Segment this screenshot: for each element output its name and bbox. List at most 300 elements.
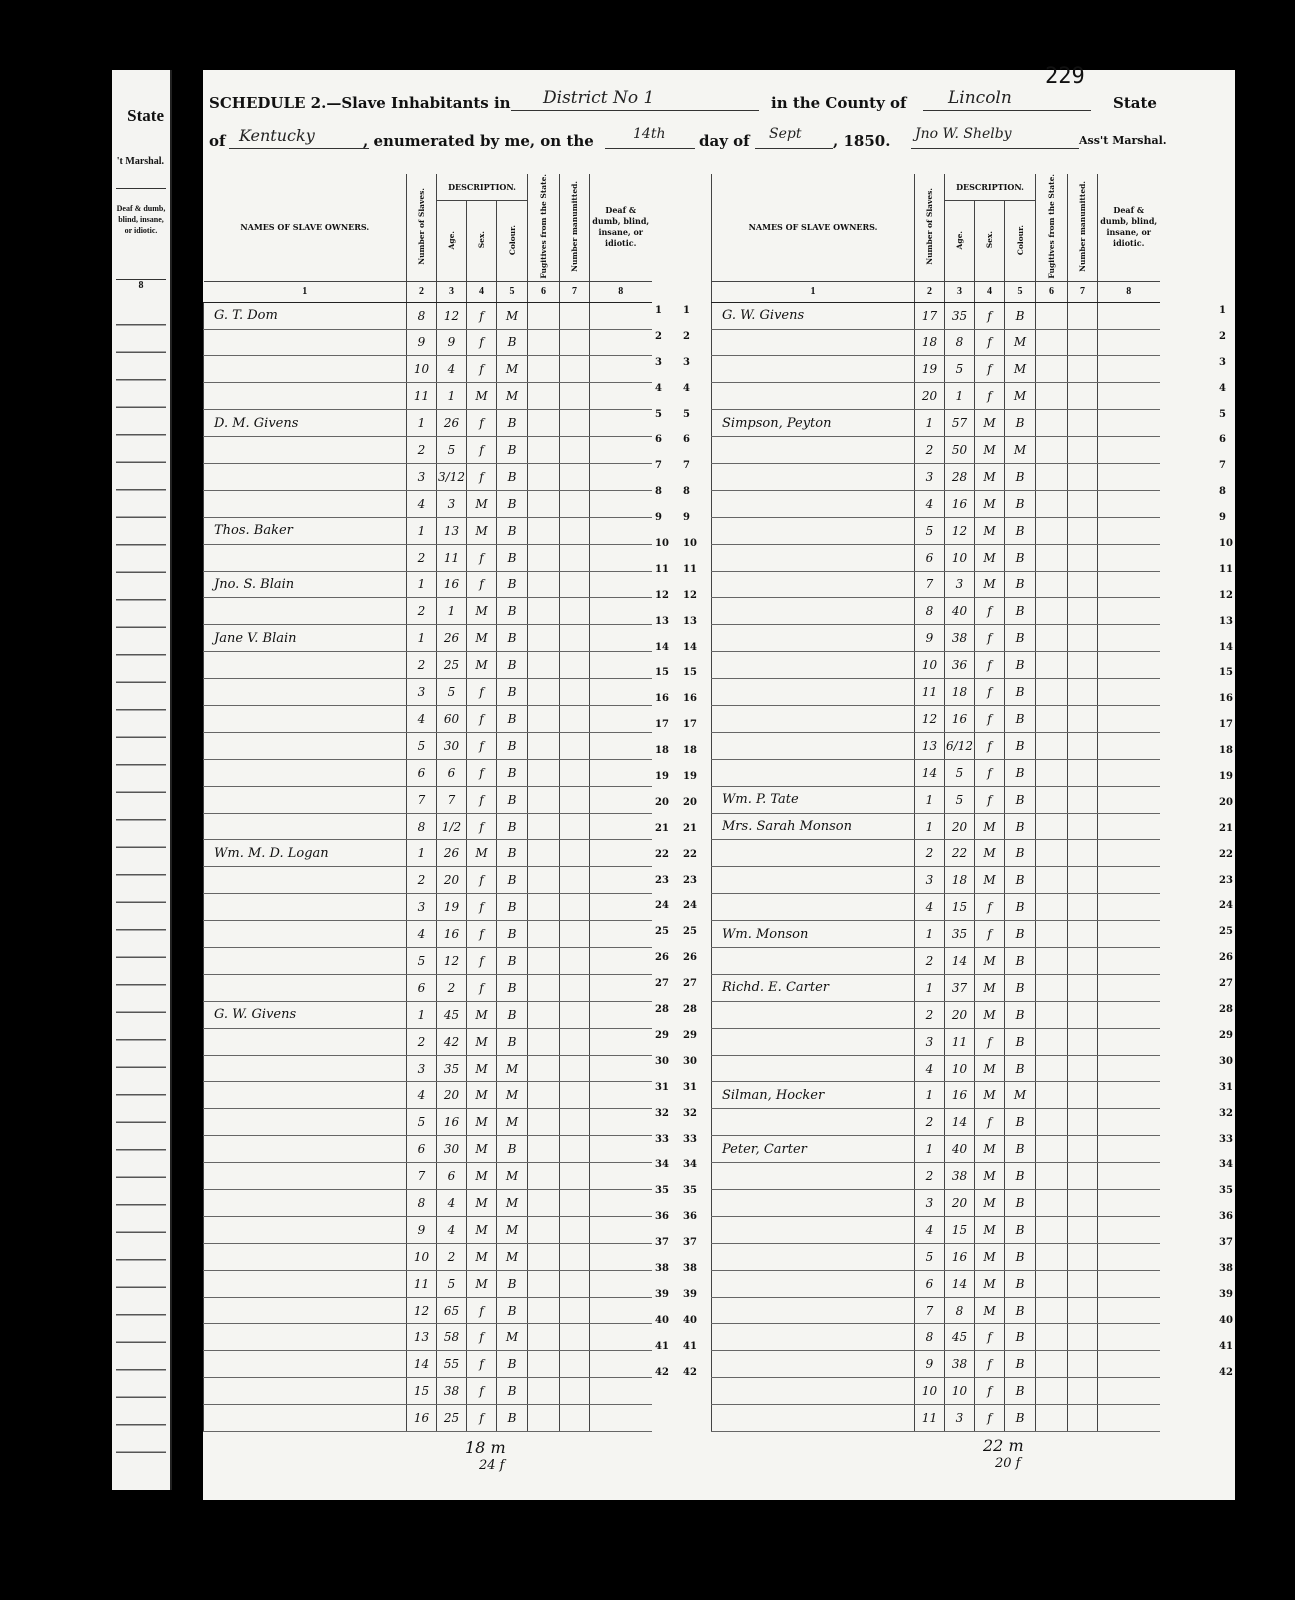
col-sex-header-right: Sex. bbox=[975, 201, 1005, 282]
fugitives-cell bbox=[1036, 383, 1068, 410]
table-row bbox=[712, 894, 1160, 921]
line-number: 42 bbox=[655, 1366, 669, 1378]
colour-cell: B bbox=[497, 490, 528, 517]
colour-cell: B bbox=[497, 625, 528, 652]
sex-cell: M bbox=[975, 571, 1005, 598]
manumitted-cell bbox=[1068, 1163, 1098, 1190]
manumitted-cell bbox=[560, 1082, 590, 1109]
deaf-cell bbox=[1098, 732, 1160, 759]
manumitted-cell bbox=[1068, 544, 1098, 571]
manumitted-cell bbox=[1068, 1351, 1098, 1378]
colour-cell: M bbox=[497, 1163, 528, 1190]
county-label: in the County of bbox=[771, 94, 907, 112]
slave-number-cell: 16 bbox=[407, 1405, 437, 1432]
table-row bbox=[204, 1297, 652, 1324]
age-cell: 25 bbox=[437, 1405, 467, 1432]
fugitives-cell bbox=[528, 1190, 560, 1217]
age-cell: 25 bbox=[437, 652, 467, 679]
manumitted-cell bbox=[560, 894, 590, 921]
table-row bbox=[712, 974, 1160, 1001]
county-value: Lincoln bbox=[948, 88, 1012, 108]
table-row bbox=[712, 410, 1160, 437]
line-number: 26 bbox=[1219, 952, 1233, 964]
deaf-cell bbox=[590, 1136, 652, 1163]
fugitives-cell bbox=[1036, 1028, 1068, 1055]
line-number: 14 bbox=[1219, 641, 1233, 653]
strip-col8-number: 8 bbox=[138, 280, 144, 291]
slave-number-cell: 2 bbox=[407, 544, 437, 571]
owner-cell: Peter, Carter bbox=[712, 1136, 915, 1163]
line-number: 22 bbox=[683, 848, 697, 860]
colour-cell: B bbox=[1005, 894, 1036, 921]
deaf-cell bbox=[590, 544, 652, 571]
table-row bbox=[204, 383, 652, 410]
age-cell: 20 bbox=[945, 1001, 975, 1028]
age-cell: 45 bbox=[437, 1001, 467, 1028]
age-cell: 5 bbox=[437, 1270, 467, 1297]
sex-cell: f bbox=[467, 437, 497, 464]
deaf-cell bbox=[590, 490, 652, 517]
slave-number-cell: 4 bbox=[915, 1216, 945, 1243]
colour-cell: B bbox=[497, 1405, 528, 1432]
age-cell: 8 bbox=[945, 329, 975, 356]
age-cell: 16 bbox=[437, 571, 467, 598]
colour-cell: B bbox=[497, 652, 528, 679]
deaf-cell bbox=[590, 598, 652, 625]
owner-cell bbox=[712, 1297, 915, 1324]
deaf-cell bbox=[590, 867, 652, 894]
fugitives-cell bbox=[1036, 302, 1068, 329]
manumitted-cell bbox=[560, 732, 590, 759]
owner-cell bbox=[712, 571, 915, 598]
fugitives-cell bbox=[1036, 732, 1068, 759]
age-cell: 12 bbox=[945, 517, 975, 544]
fugitives-cell bbox=[528, 706, 560, 733]
slave-number-cell: 1 bbox=[915, 813, 945, 840]
owner-cell bbox=[204, 463, 407, 490]
age-cell: 28 bbox=[945, 463, 975, 490]
age-cell: 16 bbox=[945, 706, 975, 733]
col-deaf-header-right: Deaf & dumb, blind, insane, or idiotic. bbox=[1098, 174, 1160, 281]
fugitives-cell bbox=[1036, 571, 1068, 598]
fugitives-cell bbox=[528, 1216, 560, 1243]
owner-cell bbox=[712, 1055, 915, 1082]
slave-number-cell: 8 bbox=[915, 598, 945, 625]
slave-number-cell: 3 bbox=[407, 463, 437, 490]
slave-number-cell: 2 bbox=[915, 1001, 945, 1028]
age-cell: 8 bbox=[945, 1297, 975, 1324]
sex-cell: M bbox=[975, 948, 1005, 975]
fugitives-cell bbox=[528, 1405, 560, 1432]
table-row bbox=[204, 786, 652, 813]
line-number: 19 bbox=[655, 771, 669, 783]
manumitted-cell bbox=[560, 1270, 590, 1297]
manumitted-cell bbox=[1068, 571, 1098, 598]
manumitted-cell bbox=[1068, 786, 1098, 813]
line-number: 39 bbox=[1219, 1288, 1233, 1300]
deaf-cell bbox=[590, 1324, 652, 1351]
line-number: 31 bbox=[655, 1081, 669, 1093]
sex-cell: M bbox=[975, 410, 1005, 437]
table-row bbox=[712, 840, 1160, 867]
line-number: 33 bbox=[1219, 1133, 1233, 1145]
deaf-cell bbox=[1098, 974, 1160, 1001]
owner-cell bbox=[712, 1351, 915, 1378]
fugitives-cell bbox=[528, 1243, 560, 1270]
deaf-cell bbox=[590, 813, 652, 840]
fugitives-cell bbox=[1036, 652, 1068, 679]
colour-cell: B bbox=[497, 786, 528, 813]
sex-cell: M bbox=[467, 598, 497, 625]
sex-cell: f bbox=[467, 1324, 497, 1351]
line-number: 7 bbox=[655, 460, 662, 472]
deaf-cell bbox=[590, 1378, 652, 1405]
sex-cell: M bbox=[467, 1001, 497, 1028]
age-cell: 42 bbox=[437, 1028, 467, 1055]
table-row bbox=[712, 1297, 1160, 1324]
line-number: 16 bbox=[655, 693, 669, 705]
manumitted-cell bbox=[560, 1163, 590, 1190]
table-row bbox=[712, 1109, 1160, 1136]
slave-number-cell: 11 bbox=[915, 679, 945, 706]
age-cell: 40 bbox=[945, 598, 975, 625]
marshal-line bbox=[911, 148, 1079, 149]
colour-cell: B bbox=[1005, 1405, 1036, 1432]
left-schedule-table bbox=[203, 174, 652, 1432]
manumitted-cell bbox=[560, 463, 590, 490]
sex-cell: f bbox=[467, 867, 497, 894]
line-number: 33 bbox=[655, 1133, 669, 1145]
colour-cell: B bbox=[497, 894, 528, 921]
table-row bbox=[712, 383, 1160, 410]
table-row bbox=[712, 706, 1160, 733]
owner-cell bbox=[204, 1109, 407, 1136]
slave-number-cell: 11 bbox=[915, 1405, 945, 1432]
deaf-cell bbox=[1098, 786, 1160, 813]
age-cell: 4 bbox=[437, 1190, 467, 1217]
col-fugitives-header: Fugitives from the State. bbox=[528, 174, 560, 281]
owner-cell bbox=[712, 732, 915, 759]
deaf-cell bbox=[1098, 1405, 1160, 1432]
manumitted-cell bbox=[1068, 329, 1098, 356]
owner-cell bbox=[204, 598, 407, 625]
fugitives-cell bbox=[528, 383, 560, 410]
line-number: 1 bbox=[1219, 305, 1226, 316]
owner-cell bbox=[712, 437, 915, 464]
table-row bbox=[204, 1405, 652, 1432]
colour-cell: B bbox=[1005, 410, 1036, 437]
deaf-cell bbox=[590, 329, 652, 356]
fugitives-cell bbox=[1036, 1297, 1068, 1324]
sex-cell: M bbox=[467, 625, 497, 652]
table-row bbox=[204, 813, 652, 840]
slave-number-cell: 5 bbox=[915, 517, 945, 544]
owner-cell bbox=[204, 490, 407, 517]
age-cell: 35 bbox=[945, 921, 975, 948]
slave-number-cell: 4 bbox=[407, 921, 437, 948]
sex-cell: M bbox=[467, 1216, 497, 1243]
table-row bbox=[204, 867, 652, 894]
table-row bbox=[712, 813, 1160, 840]
sex-cell: M bbox=[975, 1243, 1005, 1270]
colour-cell: B bbox=[1005, 921, 1036, 948]
table-row bbox=[204, 732, 652, 759]
line-number: 25 bbox=[683, 926, 697, 938]
deaf-cell bbox=[1098, 867, 1160, 894]
slave-number-cell: 5 bbox=[407, 732, 437, 759]
fugitives-cell bbox=[528, 1270, 560, 1297]
table-row bbox=[204, 302, 652, 329]
table-row bbox=[712, 1270, 1160, 1297]
colour-cell: B bbox=[497, 867, 528, 894]
line-number: 5 bbox=[655, 408, 662, 420]
slave-number-cell: 13 bbox=[915, 732, 945, 759]
age-cell: 35 bbox=[945, 302, 975, 329]
col-colour-header-right: Colour. bbox=[1005, 201, 1036, 282]
deaf-cell bbox=[590, 1028, 652, 1055]
col-manumitted-header: Number manumitted. bbox=[560, 174, 590, 281]
table-row bbox=[204, 652, 652, 679]
fugitives-cell bbox=[528, 490, 560, 517]
colour-cell: B bbox=[497, 410, 528, 437]
line-number: 20 bbox=[683, 796, 697, 808]
line-number: 35 bbox=[655, 1185, 669, 1197]
line-number: 15 bbox=[1219, 667, 1233, 679]
colour-cell: B bbox=[1005, 1163, 1036, 1190]
owner-cell bbox=[712, 463, 915, 490]
sex-cell: M bbox=[467, 490, 497, 517]
slave-number-cell: 1 bbox=[407, 625, 437, 652]
table-row bbox=[712, 1243, 1160, 1270]
fugitives-cell bbox=[1036, 1351, 1068, 1378]
deaf-cell bbox=[590, 732, 652, 759]
colour-cell: M bbox=[497, 1324, 528, 1351]
deaf-cell bbox=[590, 356, 652, 383]
colour-cell: B bbox=[1005, 1028, 1036, 1055]
deaf-cell bbox=[590, 437, 652, 464]
table-row bbox=[712, 679, 1160, 706]
colour-cell: M bbox=[497, 383, 528, 410]
slave-number-cell: 1 bbox=[407, 1001, 437, 1028]
manumitted-cell bbox=[1068, 437, 1098, 464]
owner-cell bbox=[204, 652, 407, 679]
owner-cell bbox=[712, 948, 915, 975]
sex-cell: M bbox=[975, 517, 1005, 544]
age-cell: 37 bbox=[945, 974, 975, 1001]
fugitives-cell bbox=[1036, 759, 1068, 786]
age-cell: 26 bbox=[437, 625, 467, 652]
age-cell: 3 bbox=[945, 1405, 975, 1432]
deaf-cell bbox=[590, 1270, 652, 1297]
slave-number-cell: 2 bbox=[915, 437, 945, 464]
deaf-cell bbox=[1098, 652, 1160, 679]
slave-number-cell: 11 bbox=[407, 1270, 437, 1297]
col-names-header: NAMES OF SLAVE OWNERS. bbox=[204, 174, 407, 281]
table-row bbox=[712, 921, 1160, 948]
slave-number-cell: 2 bbox=[407, 437, 437, 464]
sex-cell: M bbox=[975, 1270, 1005, 1297]
fugitives-cell bbox=[528, 437, 560, 464]
line-number: 9 bbox=[655, 512, 662, 524]
line-number: 20 bbox=[1219, 796, 1233, 808]
age-cell: 38 bbox=[945, 1163, 975, 1190]
owner-cell: Thos. Baker bbox=[204, 517, 407, 544]
slave-number-cell: 7 bbox=[407, 1163, 437, 1190]
colour-cell: B bbox=[497, 544, 528, 571]
table-row bbox=[712, 302, 1160, 329]
line-number: 28 bbox=[1219, 1004, 1233, 1016]
sex-cell: f bbox=[467, 356, 497, 383]
manumitted-cell bbox=[560, 679, 590, 706]
table-row bbox=[712, 517, 1160, 544]
owner-cell bbox=[204, 813, 407, 840]
line-number: 42 bbox=[1219, 1366, 1233, 1378]
slave-number-cell: 6 bbox=[407, 1136, 437, 1163]
colour-cell: B bbox=[497, 1001, 528, 1028]
line-number: 28 bbox=[655, 1004, 669, 1016]
age-cell: 14 bbox=[945, 948, 975, 975]
age-cell: 14 bbox=[945, 1270, 975, 1297]
sex-cell: M bbox=[975, 840, 1005, 867]
fugitives-cell bbox=[528, 544, 560, 571]
line-number: 14 bbox=[683, 641, 697, 653]
sex-cell: f bbox=[975, 732, 1005, 759]
slave-number-cell: 7 bbox=[915, 1297, 945, 1324]
strip-marshal-label: 't Marshal. bbox=[116, 156, 164, 167]
table-row bbox=[712, 598, 1160, 625]
line-number: 12 bbox=[655, 589, 669, 601]
age-cell: 12 bbox=[437, 948, 467, 975]
owner-cell bbox=[712, 625, 915, 652]
sex-cell: f bbox=[975, 652, 1005, 679]
slave-number-cell: 12 bbox=[407, 1297, 437, 1324]
manumitted-cell bbox=[1068, 1082, 1098, 1109]
slave-number-cell: 1 bbox=[407, 517, 437, 544]
manumitted-cell bbox=[560, 437, 590, 464]
table-row bbox=[204, 759, 652, 786]
slave-number-cell: 2 bbox=[407, 1028, 437, 1055]
col-names-header-right: NAMES OF SLAVE OWNERS. bbox=[712, 174, 915, 281]
line-number: 16 bbox=[683, 693, 697, 705]
owner-cell: Mrs. Sarah Monson bbox=[712, 813, 915, 840]
age-cell: 6 bbox=[437, 1163, 467, 1190]
slave-number-cell: 8 bbox=[915, 1324, 945, 1351]
age-cell: 38 bbox=[945, 625, 975, 652]
line-number: 39 bbox=[683, 1288, 697, 1300]
table-row bbox=[712, 867, 1160, 894]
owner-cell bbox=[712, 544, 915, 571]
colour-cell: B bbox=[1005, 948, 1036, 975]
age-cell: 20 bbox=[945, 813, 975, 840]
table-row bbox=[204, 463, 652, 490]
manumitted-cell bbox=[560, 786, 590, 813]
manumitted-cell bbox=[560, 840, 590, 867]
slave-number-cell: 1 bbox=[407, 840, 437, 867]
slave-number-cell: 6 bbox=[915, 1270, 945, 1297]
deaf-cell bbox=[590, 1001, 652, 1028]
line-number: 8 bbox=[655, 486, 662, 498]
age-cell: 15 bbox=[945, 894, 975, 921]
age-cell: 10 bbox=[945, 1378, 975, 1405]
manumitted-cell bbox=[560, 1001, 590, 1028]
owner-cell bbox=[204, 1270, 407, 1297]
line-number: 27 bbox=[683, 978, 697, 990]
slave-number-cell: 10 bbox=[915, 1378, 945, 1405]
line-number: 9 bbox=[1219, 512, 1226, 524]
age-cell: 45 bbox=[945, 1324, 975, 1351]
slave-number-cell: 9 bbox=[407, 329, 437, 356]
fugitives-cell bbox=[528, 813, 560, 840]
sex-cell: M bbox=[975, 1190, 1005, 1217]
slave-number-cell: 5 bbox=[407, 1109, 437, 1136]
age-cell: 58 bbox=[437, 1324, 467, 1351]
line-number: 21 bbox=[655, 822, 669, 834]
colour-cell: M bbox=[1005, 329, 1036, 356]
line-number: 11 bbox=[655, 563, 669, 575]
table-row bbox=[204, 1028, 652, 1055]
col-sex-header: Sex. bbox=[467, 201, 497, 282]
sex-cell: M bbox=[975, 1055, 1005, 1082]
table-row bbox=[712, 437, 1160, 464]
line-number: 30 bbox=[683, 1055, 697, 1067]
deaf-cell bbox=[590, 1190, 652, 1217]
age-cell: 16 bbox=[437, 1109, 467, 1136]
census-page bbox=[203, 64, 1235, 1500]
fugitives-cell bbox=[1036, 1270, 1068, 1297]
deaf-cell bbox=[1098, 625, 1160, 652]
deaf-cell bbox=[1098, 490, 1160, 517]
colour-cell: M bbox=[497, 1216, 528, 1243]
slave-number-cell: 8 bbox=[407, 302, 437, 329]
deaf-cell bbox=[590, 625, 652, 652]
manumitted-cell bbox=[1068, 1055, 1098, 1082]
line-number: 18 bbox=[1219, 745, 1233, 757]
manumitted-cell bbox=[1068, 490, 1098, 517]
deaf-cell bbox=[590, 786, 652, 813]
colour-cell: M bbox=[1005, 383, 1036, 410]
manumitted-cell bbox=[1068, 759, 1098, 786]
sex-cell: f bbox=[467, 921, 497, 948]
sex-cell: M bbox=[975, 1082, 1005, 1109]
sex-cell: M bbox=[467, 1136, 497, 1163]
column-numbers-row-right: 1 2 3 4 5 6 7 8 bbox=[712, 281, 1160, 302]
line-number: 17 bbox=[1219, 719, 1233, 731]
owner-cell: Jno. S. Blain bbox=[204, 571, 407, 598]
fugitives-cell bbox=[1036, 1216, 1068, 1243]
deaf-cell bbox=[590, 517, 652, 544]
fugitives-cell bbox=[1036, 1243, 1068, 1270]
age-cell: 2 bbox=[437, 1243, 467, 1270]
manumitted-cell bbox=[560, 517, 590, 544]
owner-cell bbox=[712, 1270, 915, 1297]
fugitives-cell bbox=[1036, 786, 1068, 813]
fugitives-cell bbox=[528, 1055, 560, 1082]
slave-number-cell: 8 bbox=[407, 813, 437, 840]
sex-cell: f bbox=[467, 302, 497, 329]
line-number: 13 bbox=[1219, 615, 1233, 627]
fugitives-cell bbox=[1036, 356, 1068, 383]
month-line bbox=[755, 148, 833, 149]
deaf-cell bbox=[1098, 1351, 1160, 1378]
fugitives-cell bbox=[1036, 463, 1068, 490]
age-cell: 65 bbox=[437, 1297, 467, 1324]
age-cell: 5 bbox=[945, 786, 975, 813]
age-cell: 10 bbox=[945, 1055, 975, 1082]
slave-number-cell: 1 bbox=[407, 571, 437, 598]
table-row bbox=[712, 329, 1160, 356]
tally-right-male: 22 m bbox=[983, 1436, 1024, 1455]
line-number: 30 bbox=[655, 1055, 669, 1067]
